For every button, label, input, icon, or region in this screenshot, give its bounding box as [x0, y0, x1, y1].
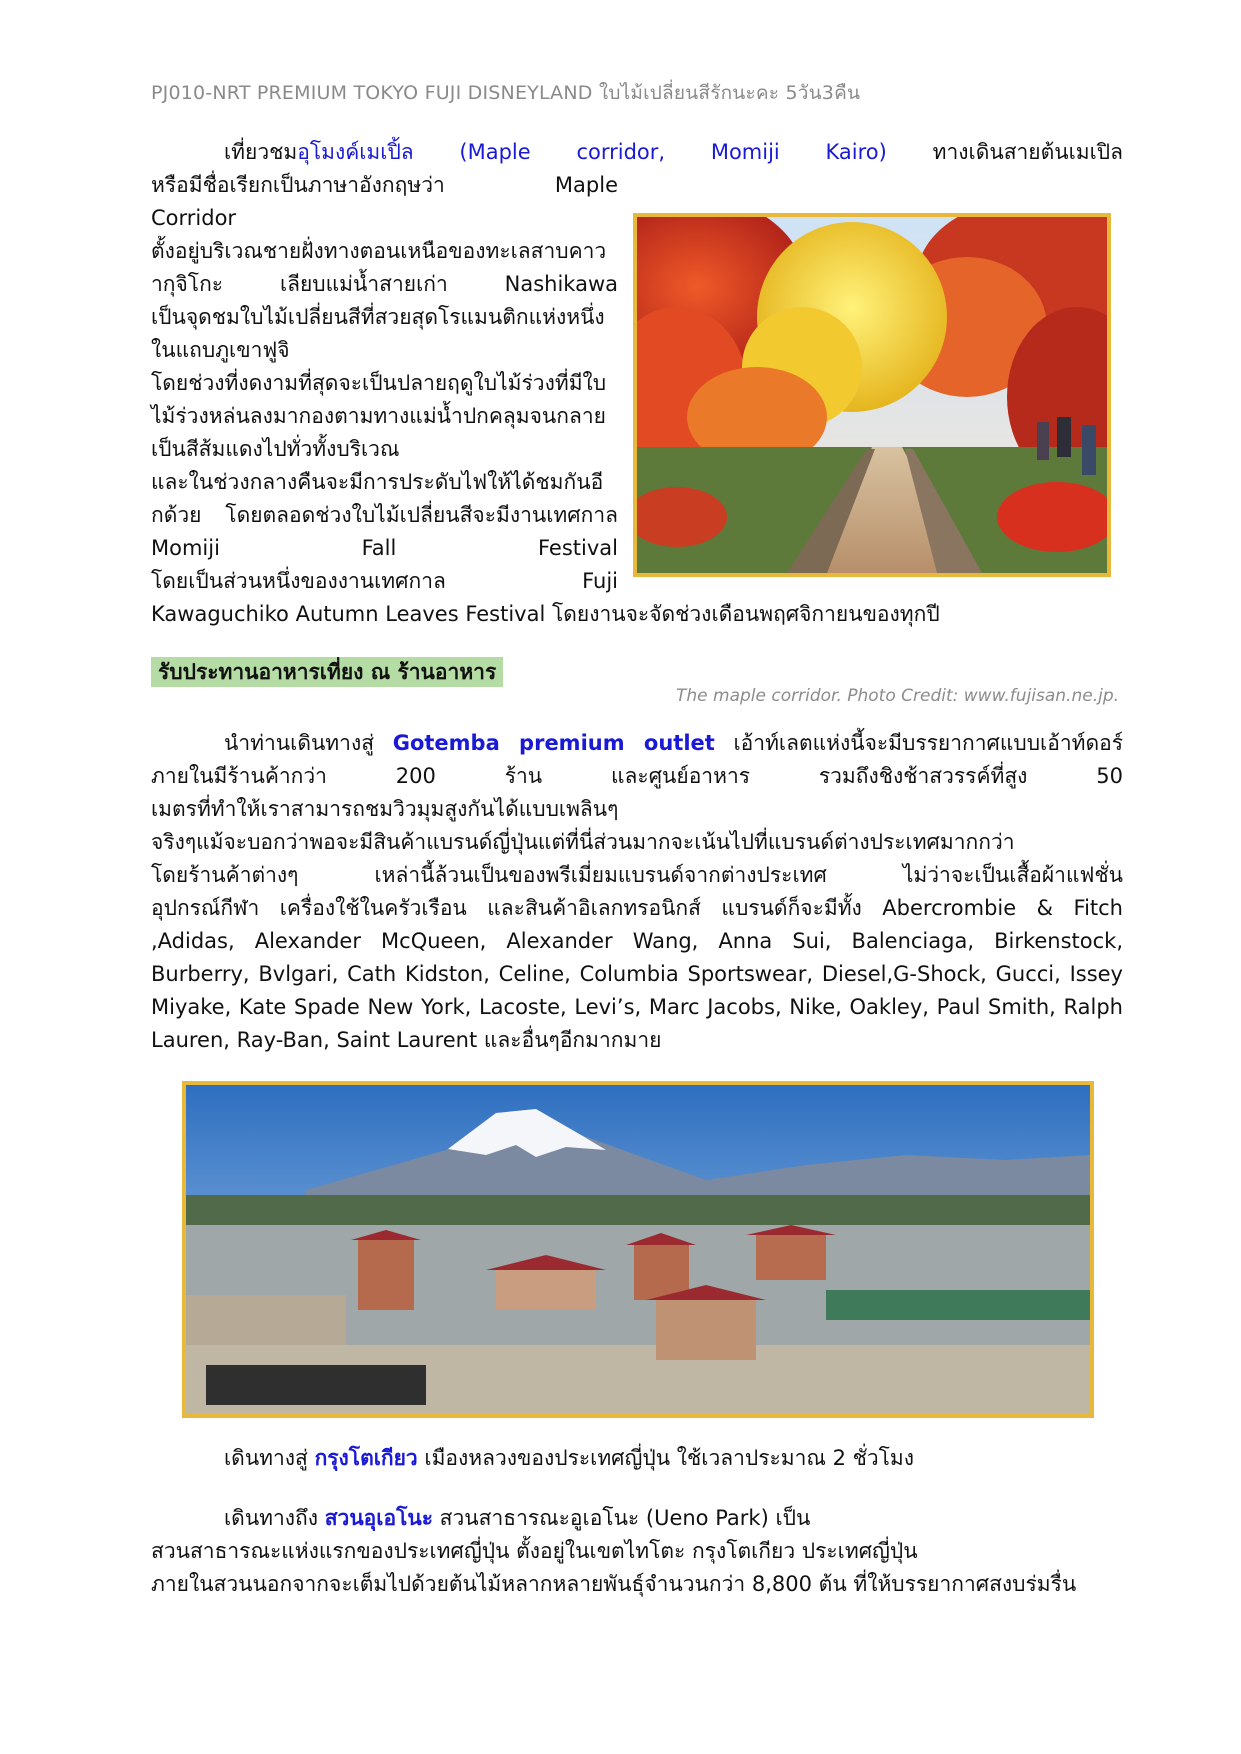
- photo-credit: The maple corridor. Photo Credit: www.fujisan.ne.jp.: [676, 686, 1120, 706]
- gotemba-line-2: ภายในมีร้านค้ากว่า 200 ร้าน และศูนย์อาหาร รวมถึงชิงช้าสวรรค์ที่สูง 50: [151, 764, 1123, 788]
- maple-line-3: Corridor: [151, 206, 237, 230]
- gotemba-line-6: อุปกรณ์กีฬา เครื่องใช้ในครัวเรือน และสินค้าอิเลกทรอนิกส์ แบรนด์ก็จะมีทั้ง Abercrombie & Fitch: [151, 896, 1123, 920]
- ueno-title: สวนอุเอโนะ: [324, 1506, 433, 1530]
- maple-line-5: ากุจิโกะ เลียบแม่น้ำสายเก่า Nashikawa: [151, 272, 618, 296]
- gotemba-line-4: จริงๆแม้จะบอกว่าพอจะมีสินค้าแบรนด์ญี่ปุ่นแต่ที่นี่ส่วนมากจะเน้นไปที่แบรนด์ต่างประเทศมากกว่า: [151, 830, 1015, 854]
- maple-corridor-photo: [633, 213, 1111, 577]
- maple-line-4: ตั้งอยู่บริเวณชายฝั่งทางตอนเหนือของทะเลสาบคาว: [151, 239, 607, 263]
- tokyo-paragraph: [224, 1442, 1124, 1475]
- maple-line-7: ในแถบภูเขาฟูจิ: [151, 338, 290, 362]
- maple-corridor-title: อุโมงค์เมเปิ้ล (Maple corridor, Momiji Kairo): [297, 140, 887, 164]
- gotemba-outlet-photo: [182, 1081, 1094, 1418]
- gotemba-line-7: ,Adidas, Alexander McQueen, Alexander Wang, Anna Sui, Balenciaga, Birkenstock,: [151, 929, 1123, 953]
- maple-line-1: เที่ยวชมอุโมงค์เมเปิ้ล (Maple corridor, Momiji Kairo) ทางเดินสายต้นเมเปิล: [224, 140, 1123, 164]
- maple-line-8: โดยช่วงที่งดงามที่สุดจะเป็นปลายฤดูใบไม้ร่วงที่มีใบ: [151, 371, 607, 395]
- ueno-paragraph: [151, 1502, 1123, 1601]
- gotemba-fuji-illustration: [186, 1085, 1090, 1414]
- maple-line-15: Kawaguchiko Autumn Leaves Festival โดยงานจะจัดช่วงเดือนพฤศจิกายนของทุกปี: [151, 602, 940, 626]
- maple-corridor-illustration: [637, 217, 1107, 573]
- lunch-highlight: รับประทานอาหารเที่ยง ณ ร้านอาหาร: [151, 657, 503, 687]
- ueno-line-1: เดินทางถึง สวนอุเอโนะ สวนสาธารณะอูเอโนะ (Ueno Park) เป็น: [224, 1506, 811, 1530]
- maple-line-9: ไม้ร่วงหล่นลงมากองตามทางแม่น้ำปกคลุมจนกลาย: [151, 404, 606, 428]
- gotemba-line-8: Burberry, Bvlgari, Cath Kidston, Celine, Columbia Sportswear, Diesel,G-Shock, Gucci, Issey: [151, 962, 1123, 986]
- ueno-line-2: สวนสาธารณะแห่งแรกของประเทศญี่ปุ่น ตั้งอยู่ในเขตไทโตะ กรุงโตเกียว ประเทศญี่ปุ่น: [151, 1539, 918, 1563]
- maple-line-2: หรือมีชื่อเรียกเป็นภาษาอังกฤษว่า Maple: [151, 173, 618, 197]
- maple-line-13: Momiji Fall Festival: [151, 536, 618, 560]
- ueno-line-3: ภายในสวนนอกจากจะเต็มไปด้วยต้นไม้หลากหลายพันธุ์จำนวนกว่า 8,800 ต้น ที่ให้บรรยากาศสงบร่มรื่น: [151, 1572, 1077, 1596]
- gotemba-line-9: Miyake, Kate Spade New York, Lacoste, Levi’s, Marc Jacobs, Nike, Oakley, Paul Smith, Ralph: [151, 995, 1123, 1019]
- tokyo-line: เดินทางสู่ กรุงโตเกียว เมืองหลวงของประเทศญี่ปุ่น ใช้เวลาประมาณ 2 ชั่วโมง: [224, 1446, 915, 1470]
- maple-line-6: เป็นจุดชมใบไม้เปลี่ยนสีที่สวยสุดโรแมนติกแห่งหนึ่ง: [151, 305, 605, 329]
- maple-line-12: กด้วย โดยตลอดช่วงใบไม้เปลี่ยนสีจะมีงานเทศกาล: [151, 503, 618, 527]
- gotemba-line-10: Lauren, Ray-Ban, Saint Laurent และอื่นๆอีกมากมาย: [151, 1028, 662, 1052]
- maple-paragraph-wrapped: [151, 169, 618, 598]
- tokyo-title: กรุงโตเกียว: [314, 1446, 418, 1470]
- maple-line-11: และในช่วงกลางคืนจะมีการประดับไฟให้ได้ชมกันอี: [151, 470, 604, 494]
- gotemba-paragraph: [151, 727, 1123, 1057]
- gotemba-line-1: นำท่านเดินทางสู่ Gotemba premium outlet เอ้าท์เลตแห่งนี้จะมีบรรยากาศแบบเอ้าท์ดอร์: [224, 731, 1123, 755]
- maple-line-14: โดยเป็นส่วนหนึ่งของงานเทศกาล Fuji: [151, 569, 618, 593]
- gotemba-title: Gotemba premium outlet: [392, 731, 715, 755]
- page-header: PJ010-NRT PREMIUM TOKYO FUJI DISNEYLAND ใบไม้เปลี่ยนสีรักนะคะ 5วัน3คืน: [151, 82, 861, 104]
- maple-paragraph-end: [151, 598, 1123, 631]
- maple-line-10: เป็นสีส้มแดงไปทั่วทั้งบริเวณ: [151, 437, 400, 461]
- gotemba-line-3: เมตรที่ทำให้เราสามารถชมวิวมุมสูงกันได้แบบเพลินๆ: [151, 797, 619, 821]
- gotemba-line-5: โดยร้านค้าต่างๆ เหล่านี้ล้วนเป็นของพรีเมี่ยมแบรนด์จากต่างประเทศ ไม่ว่าจะเป็นเสื้อผ้าแฟชั่น: [151, 863, 1123, 887]
- maple-paragraph: [151, 136, 1123, 169]
